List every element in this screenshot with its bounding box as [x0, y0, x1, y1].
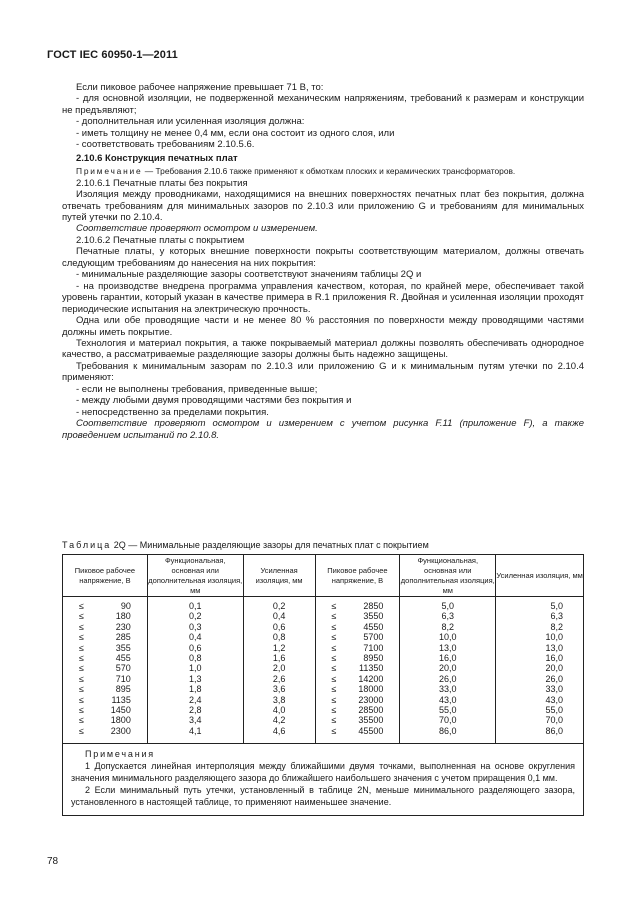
voltage-cell — [332, 632, 400, 642]
reinforced-cell: 2,6 — [272, 673, 286, 684]
voltage-value: 14200 — [358, 673, 384, 684]
voltage-cell — [79, 726, 147, 736]
reinforced-cell: 1,2 — [272, 642, 286, 653]
less-equal-sign: ≤ — [331, 611, 337, 622]
document-header: ГОСТ IEC 60950-1—2011 — [47, 49, 178, 61]
voltage-cell — [332, 695, 400, 705]
header-functional: Функциональная, основная или дополнительная изоляция, мм — [400, 555, 495, 595]
voltage-value: 285 — [115, 632, 131, 643]
less-equal-sign: ≤ — [79, 601, 84, 611]
functional-cell: 0,6 — [188, 642, 202, 653]
functional-cell: 16,0 — [439, 652, 457, 663]
reinforced-cell: 33,0 — [545, 684, 563, 695]
less-equal-sign: ≤ — [331, 704, 337, 715]
reinforced-cell: 3,8 — [272, 694, 286, 705]
functional-cell: 43,0 — [439, 694, 457, 705]
reinforced-cell: 3,6 — [272, 684, 286, 695]
note-label: Примечание — [76, 166, 143, 177]
less-equal-sign: ≤ — [331, 694, 337, 705]
less-equal-sign: ≤ — [79, 715, 84, 726]
less-equal-sign: ≤ — [79, 684, 84, 695]
functional-cell: 1,3 — [188, 673, 202, 684]
less-equal-sign: ≤ — [79, 611, 84, 622]
less-equal-sign: ≤ — [79, 704, 84, 715]
right-voltage-column — [315, 597, 400, 744]
left-functional-column — [147, 597, 243, 744]
header-functional: Функциональная, основная или дополнительная изоляция, мм — [148, 555, 243, 595]
paragraph: Одна или обе проводящие части и не менее 80 % расстояния по поверхности между проводящими частями должны иметь покрытие. — [62, 315, 584, 338]
header-reinforced: Усиленная изоляция, мм — [243, 555, 315, 597]
compliance-text: Соответствие проверяют осмотром и измерением. — [76, 223, 318, 235]
voltage-cell — [79, 611, 147, 621]
reinforced-cell: 6,3 — [550, 611, 563, 622]
functional-cell: 2,8 — [188, 704, 202, 715]
reinforced-cell: 26,0 — [545, 673, 563, 684]
reinforced-cell: 8,2 — [550, 621, 563, 632]
paragraph: - непосредственно за пределами покрытия. — [76, 406, 269, 418]
less-equal-sign: ≤ — [79, 725, 84, 736]
functional-cell: 13,0 — [439, 642, 457, 653]
table-caption-label: Таблица — [62, 540, 112, 550]
functional-cell: 1,0 — [188, 663, 202, 674]
voltage-value: 5700 — [363, 632, 384, 643]
compliance-text: Соответствие проверяют осмотром и измерением с учетом рисунка F.11 (приложение F), а также проведением испытаний по 2.10.8. — [62, 418, 584, 441]
body-text — [62, 82, 584, 441]
paragraph: - дополнительная или усиленная изоляция должна: — [76, 116, 305, 128]
reinforced-cell: 0,2 — [272, 601, 286, 611]
table-body-row — [63, 597, 584, 744]
voltage-value: 35500 — [358, 715, 384, 726]
voltage-value: 28500 — [358, 704, 384, 715]
note-body: — Требования 2.10.6 также применяют к обмоткам плоских и керамических трансформаторов. — [142, 166, 516, 177]
voltage-value: 355 — [115, 642, 131, 653]
less-equal-sign: ≤ — [331, 632, 337, 643]
page-number: 78 — [47, 856, 59, 867]
less-equal-sign: ≤ — [331, 684, 337, 695]
functional-cell: 1,8 — [188, 684, 202, 695]
less-equal-sign: ≤ — [331, 725, 337, 736]
voltage-cell — [79, 622, 147, 632]
functional-cell: 0,8 — [188, 652, 202, 663]
voltage-value: 710 — [115, 673, 131, 684]
less-equal-sign: ≤ — [79, 673, 84, 684]
right-reinforced-column — [496, 597, 584, 744]
functional-cell: 33,0 — [439, 684, 457, 695]
reinforced-cell: 0,6 — [272, 621, 286, 632]
reinforced-cell: 1,6 — [272, 652, 286, 663]
reinforced-cell: 2,0 — [272, 663, 286, 674]
reinforced-cell: 4,6 — [272, 725, 286, 736]
paragraph: - иметь толщину не менее 0,4 мм, если она состоит из одного слоя, или — [76, 127, 395, 139]
header-voltage: Пиковое рабочее напряжение, В — [315, 555, 400, 597]
reinforced-cell: 4,0 — [272, 704, 286, 715]
voltage-value: 3550 — [363, 611, 384, 622]
voltage-value: 180 — [115, 611, 131, 622]
right-functional-column — [400, 597, 496, 744]
table-caption-body: 2Q — Минимальные разделяющие зазоры для печатных плат с покрытием — [111, 540, 429, 550]
less-equal-sign: ≤ — [331, 663, 337, 674]
voltage-value: 1135 — [111, 694, 131, 705]
voltage-value: 2300 — [110, 725, 131, 736]
functional-cell: 0,2 — [188, 611, 202, 622]
reinforced-cell: 4,2 — [272, 715, 286, 726]
voltage-value: 7100 — [363, 642, 384, 653]
left-reinforced-column — [243, 597, 315, 744]
functional-cell: 3,4 — [188, 715, 202, 726]
paragraph: - между любыми двумя проводящими частями без покрытия и — [76, 395, 352, 407]
voltage-cell — [332, 643, 400, 653]
table-notes — [63, 744, 584, 816]
less-equal-sign: ≤ — [79, 663, 84, 674]
voltage-cell — [332, 653, 400, 663]
voltage-cell — [79, 663, 147, 673]
voltage-cell — [79, 643, 147, 653]
less-equal-sign: ≤ — [331, 652, 337, 663]
less-equal-sign: ≤ — [331, 715, 337, 726]
voltage-cell — [79, 705, 147, 715]
functional-cell: 0,4 — [188, 632, 202, 643]
paragraph: Печатные платы, у которых внешние поверхности покрыты соответствующим материалом, должны отвечать следующим требованиям до нанесения на них покрытия: — [62, 246, 584, 269]
clearance-table — [62, 554, 584, 816]
functional-cell: 4,1 — [188, 725, 202, 736]
paragraph: - минимальные разделяющие зазоры соответствуют значениям таблицы 2Q и — [76, 269, 422, 281]
voltage-value: 1450 — [110, 704, 131, 715]
header-reinforced: Усиленная изоляция, мм — [496, 555, 584, 597]
functional-cell: 6,3 — [441, 611, 455, 622]
less-equal-sign: ≤ — [331, 673, 337, 684]
voltage-value: 2850 — [363, 601, 384, 611]
less-equal-sign: ≤ — [79, 652, 84, 663]
reinforced-cell: 13,0 — [545, 642, 563, 653]
notes-title: Примечания — [85, 749, 155, 760]
voltage-value: 18000 — [358, 684, 384, 695]
table-notes-row — [63, 744, 584, 816]
voltage-value: 8950 — [363, 652, 384, 663]
voltage-cell — [79, 601, 147, 611]
functional-cell: 86,0 — [439, 725, 457, 736]
reinforced-cell: 70,0 — [545, 715, 563, 726]
left-voltage-column — [63, 597, 148, 744]
table-caption — [62, 540, 429, 550]
functional-cell: 10,0 — [439, 632, 457, 643]
voltage-value: 45500 — [358, 725, 384, 736]
reinforced-cell: 20,0 — [545, 663, 563, 674]
voltage-value: 570 — [115, 663, 131, 674]
functional-cell: 26,0 — [439, 673, 457, 684]
functional-cell: 2,4 — [188, 694, 202, 705]
functional-cell: 55,0 — [439, 704, 457, 715]
voltage-cell — [79, 653, 147, 663]
functional-cell: 5,0 — [441, 601, 455, 611]
note-2: 2 Если минимальный путь утечки, установленный в таблице 2N, меньше минимального разделяющего зазора, установленного в настоящей таблице, то применяют наименьшее значение. — [71, 785, 575, 808]
paragraph: Технология и материал покрытия, а также покрываемый материал должны позволять обеспечивать однородное качество, а рассматриваемые разделяющие зазоры должны быть надежно защищены. — [62, 337, 584, 361]
less-equal-sign: ≤ — [79, 642, 84, 653]
voltage-cell — [332, 726, 400, 736]
voltage-cell — [332, 622, 400, 632]
voltage-cell — [79, 715, 147, 725]
voltage-cell — [79, 684, 147, 694]
paragraph: - на производстве внедрена программа управления качеством, которая, по крайней мере, обеспечивает такой уровень гарантии, который указан в качестве примера в R.1 приложения R. Двойная и усиленная изоляции проходят периодические испытания на электрическую прочность. — [62, 280, 584, 315]
voltage-cell — [79, 674, 147, 684]
paragraph: Требования к минимальным зазорам по 2.10.3 или приложению G и к минимальным путям утечки по 2.10.4 применяют: — [62, 360, 584, 384]
note-1: 1 Допускается линейная интерполяция между ближайшими двумя точками, выполненная на основе округления значения минимального разделяющего зазора до ближайшего наибольшего значения с учетом приращения 0,1 мм. — [71, 761, 575, 784]
less-equal-sign: ≤ — [331, 621, 337, 632]
voltage-value: 455 — [115, 652, 131, 663]
voltage-value: 1800 — [110, 715, 131, 726]
voltage-value: 11350 — [358, 663, 384, 674]
voltage-value: 23000 — [358, 694, 384, 705]
functional-cell: 0,1 — [188, 601, 202, 611]
paragraph: - если не выполнены требования, приведенные выше; — [76, 383, 318, 395]
voltage-cell — [332, 715, 400, 725]
functional-cell: 70,0 — [439, 715, 457, 726]
voltage-value: 895 — [115, 684, 131, 695]
voltage-cell — [332, 663, 400, 673]
reinforced-cell: 55,0 — [545, 704, 563, 715]
voltage-cell — [332, 684, 400, 694]
section-heading: 2.10.6 Конструкция печатных плат — [76, 152, 238, 164]
voltage-cell — [332, 705, 400, 715]
reinforced-cell: 0,4 — [272, 611, 286, 622]
less-equal-sign: ≤ — [79, 694, 84, 705]
voltage-value: 230 — [115, 621, 131, 632]
reinforced-cell: 10,0 — [545, 632, 563, 643]
less-equal-sign: ≤ — [79, 632, 84, 643]
less-equal-sign: ≤ — [331, 601, 337, 611]
paragraph: - для основной изоляции, не подверженной механическим напряжениям, требований к размерам и конструкции не предъявляют; — [62, 93, 584, 116]
reinforced-cell: 5,0 — [550, 601, 563, 611]
reinforced-cell: 86,0 — [545, 725, 563, 736]
functional-cell: 0,3 — [188, 621, 202, 632]
voltage-cell — [332, 601, 400, 611]
voltage-cell — [79, 632, 147, 642]
note-paragraph — [62, 166, 584, 177]
voltage-cell — [332, 674, 400, 684]
functional-cell: 20,0 — [439, 663, 457, 674]
reinforced-cell: 16,0 — [545, 652, 563, 663]
subsection-heading: 2.10.6.2 Печатные платы с покрытием — [76, 234, 245, 246]
table-header-row — [63, 555, 584, 597]
less-equal-sign: ≤ — [331, 642, 337, 653]
less-equal-sign: ≤ — [79, 621, 84, 632]
reinforced-cell: 0,8 — [272, 632, 286, 643]
header-voltage: Пиковое рабочее напряжение, В — [63, 555, 148, 597]
subsection-heading: 2.10.6.1 Печатные платы без покрытия — [76, 177, 248, 189]
voltage-cell — [79, 695, 147, 705]
voltage-value: 90 — [120, 601, 131, 611]
reinforced-cell: 43,0 — [545, 694, 563, 705]
paragraph: Если пиковое рабочее напряжение превышает 71 В, то: — [76, 82, 324, 93]
voltage-cell — [332, 611, 400, 621]
paragraph: Изоляция между проводниками, находящимися на внешних поверхностях печатных плат без покрытия, должна отвечать требованиям для минимальных зазоров по 2.10.3 или приложению G и требованиям для минимальных путей утечки по 2.10.4. — [62, 189, 584, 223]
paragraph: - соответствовать требованиям 2.10.5.6. — [76, 139, 255, 151]
voltage-value: 4550 — [363, 621, 384, 632]
functional-cell: 8,2 — [441, 621, 455, 632]
